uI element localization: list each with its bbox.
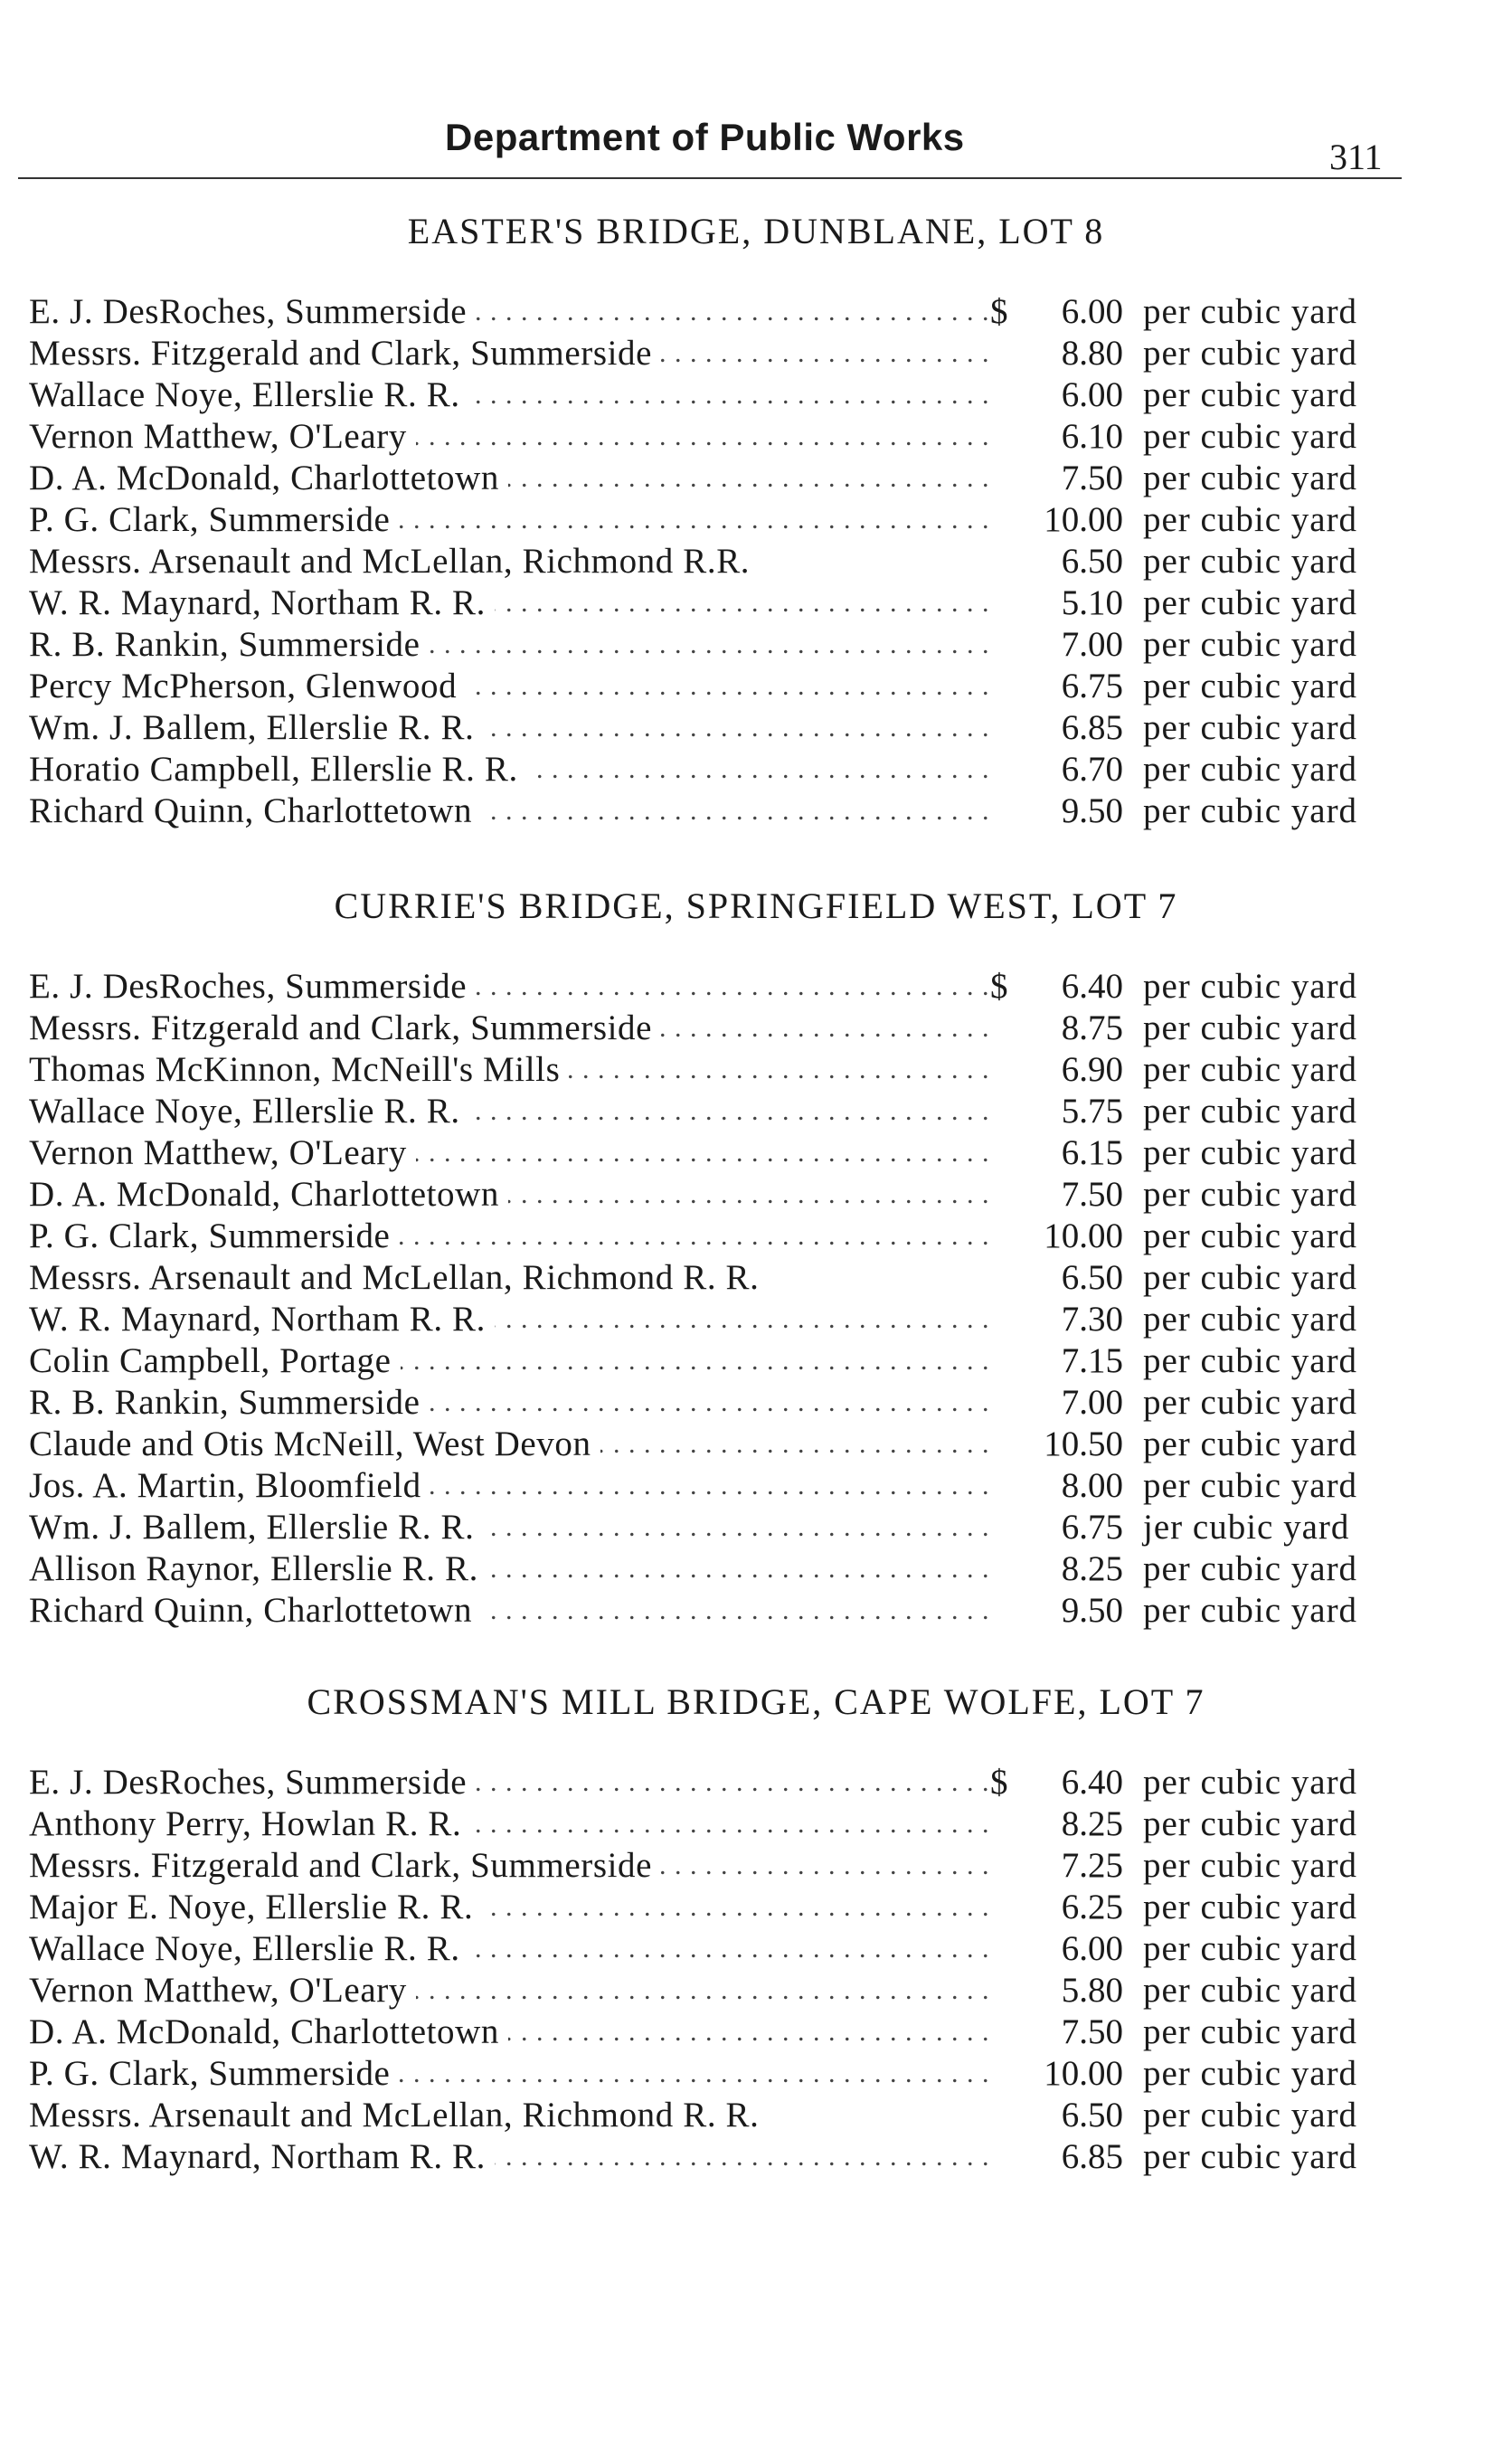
tender-row: [29, 582, 1422, 624]
tenderer-name: [29, 1970, 1006, 2011]
section-title: EASTER'S BRIDGE, DUNBLANE, LOT 8: [407, 211, 1105, 251]
tenderer-name-text: P. G. Clark, Summerside: [29, 500, 399, 539]
tenderer-name: [29, 1132, 1006, 1174]
page-header: [0, 0, 1512, 190]
tenderer-name-text: Vernon Matthew, O'Leary: [29, 1133, 416, 1172]
tender-price: 7.50: [988, 2011, 1123, 2053]
tender-row: [29, 333, 1422, 374]
tender-row: [29, 790, 1422, 832]
tenderer-name: [29, 1887, 1006, 1928]
tenderer-name: [29, 1257, 1006, 1299]
tenderer-name: [29, 2011, 1006, 2053]
tenderer-name-text: E. J. DesRoches, Summerside: [29, 1763, 476, 1802]
tender-price: 9.50: [988, 790, 1123, 832]
tenderer-name-text: D. A. McDonald, Charlottetown: [29, 1175, 508, 1214]
price-unit: per cubic yard: [1143, 1846, 1358, 1885]
tender-price: 8.75: [988, 1008, 1123, 1049]
tender-price: 6.70: [988, 749, 1123, 790]
tenderer-name-text: Messrs. Fitzgerald and Clark, Summerside: [29, 1008, 661, 1047]
tender-price: 6.85: [988, 707, 1123, 749]
price-unit: per cubic yard: [1143, 1216, 1358, 1255]
tender-list: [29, 291, 1422, 832]
tenderer-name: [29, 1507, 1006, 1548]
tenderer-name-text: Richard Quinn, Charlottetown: [29, 791, 481, 830]
tenderer-name-text: Horatio Campbell, Ellerslie R. R.: [29, 750, 527, 789]
price-unit: per cubic yard: [1143, 1466, 1358, 1505]
tender-row: [29, 2053, 1422, 2095]
price-unit: per cubic yard: [1143, 459, 1358, 497]
tenderer-name: [29, 707, 1006, 749]
tenderer-name-text: R. B. Rankin, Summerside: [29, 625, 430, 664]
tenderer-name-text: E. J. DesRoches, Summerside: [29, 292, 476, 331]
price-unit: per cubic yard: [1143, 791, 1358, 830]
price-unit: per cubic yard: [1143, 417, 1358, 456]
tenderer-name-text: Vernon Matthew, O'Leary: [29, 417, 416, 456]
price-unit: per cubic yard: [1143, 292, 1358, 331]
tender-row: [29, 1762, 1422, 1803]
tender-row: [29, 541, 1422, 582]
tender-row: [29, 666, 1422, 707]
tenderer-name-text: Messrs. Arsenault and McLellan, Richmond R.R.: [29, 542, 759, 581]
tenderer-name: [29, 1299, 1006, 1340]
tenderer-name: [29, 374, 1006, 416]
tenderer-name: [29, 1845, 1006, 1887]
running-title: Department of Public Works: [445, 116, 965, 158]
tenderer-name: [29, 541, 1006, 582]
tender-row: [29, 291, 1422, 333]
tenderer-name: [29, 333, 1006, 374]
tenderer-name-text: R. B. Rankin, Summerside: [29, 1383, 430, 1422]
price-unit: per cubic yard: [1143, 1763, 1358, 1802]
dollar-sign: $: [990, 292, 1008, 331]
tenderer-name-text: D. A. McDonald, Charlottetown: [29, 2012, 508, 2051]
tender-row: [29, 1845, 1422, 1887]
tender-price: 7.50: [988, 458, 1123, 499]
tender-price: 7.30: [988, 1299, 1123, 1340]
tenderer-name-text: Allison Raynor, Ellerslie R. R.: [29, 1549, 487, 1588]
section-title: CURRIE'S BRIDGE, SPRINGFIELD WEST, LOT 7: [334, 885, 1178, 926]
tenderer-name-text: Colin Campbell, Portage: [29, 1341, 401, 1380]
price-unit: jer cubic yard: [1143, 1508, 1350, 1547]
tender-row: [29, 1008, 1422, 1049]
tender-row: [29, 1216, 1422, 1257]
tenderer-name-text: Wallace Noye, Ellerslie R. R.: [29, 1092, 469, 1131]
tenderer-name: [29, 2136, 1006, 2178]
tender-price: 10.00: [988, 499, 1123, 541]
price-unit: per cubic yard: [1143, 1383, 1358, 1422]
tenderer-name-text: W. R. Maynard, Northam R. R.: [29, 1300, 495, 1339]
tender-price: 5.10: [988, 582, 1123, 624]
tender-price: 8.25: [988, 1548, 1123, 1590]
price-unit: per cubic yard: [1143, 625, 1358, 664]
tenderer-name: [29, 1049, 1006, 1091]
tender-row: [29, 2011, 1422, 2053]
tenderer-name: [29, 2053, 1006, 2095]
tender-row: [29, 1091, 1422, 1132]
tenderer-name: [29, 1424, 1006, 1465]
price-unit: per cubic yard: [1143, 1424, 1358, 1463]
tender-price: 10.00: [988, 2053, 1123, 2095]
tender-price: 6.00: [988, 374, 1123, 416]
tender-price: 6.15: [988, 1132, 1123, 1174]
tender-row: [29, 624, 1422, 666]
price-unit: per cubic yard: [1143, 1591, 1358, 1630]
tender-row: [29, 1257, 1422, 1299]
tenderer-name-text: Wm. J. Ballem, Ellerslie R. R.: [29, 708, 483, 747]
tenderer-name-text: Messrs. Arsenault and McLellan, Richmond R. R.: [29, 2096, 769, 2134]
tenderer-name-text: Thomas McKinnon, McNeill's Mills: [29, 1050, 569, 1089]
tenderer-name: [29, 582, 1006, 624]
page-number: 311: [1329, 137, 1383, 177]
tender-price: 7.15: [988, 1340, 1123, 1382]
tender-price: 7.00: [988, 624, 1123, 666]
tender-row: [29, 1340, 1422, 1382]
tenderer-name-text: P. G. Clark, Summerside: [29, 2054, 399, 2093]
tender-price: 7.25: [988, 1845, 1123, 1887]
price-unit: per cubic yard: [1143, 1300, 1358, 1339]
tender-price: 6.40: [988, 966, 1123, 1008]
tender-price: 10.50: [988, 1424, 1123, 1465]
tender-row: [29, 1887, 1422, 1928]
tender-row: [29, 416, 1422, 458]
price-unit: per cubic yard: [1143, 2054, 1358, 2093]
price-unit: per cubic yard: [1143, 500, 1358, 539]
tender-price: 6.50: [988, 1257, 1123, 1299]
tenderer-name: [29, 1762, 1006, 1803]
tender-price: 9.50: [988, 1590, 1123, 1632]
tenderer-name: [29, 499, 1006, 541]
tender-row: [29, 374, 1422, 416]
tender-price: 8.80: [988, 333, 1123, 374]
dollar-sign: $: [990, 1763, 1008, 1802]
tenderer-name: [29, 1174, 1006, 1216]
tender-price: 6.40: [988, 1762, 1123, 1803]
tender-price: 8.00: [988, 1465, 1123, 1507]
tenderer-name: [29, 666, 1006, 707]
price-unit: per cubic yard: [1143, 1092, 1358, 1131]
price-unit: per cubic yard: [1143, 2096, 1358, 2134]
tender-row: [29, 1382, 1422, 1424]
tenderer-name: [29, 624, 1006, 666]
price-unit: per cubic yard: [1143, 1175, 1358, 1214]
price-unit: per cubic yard: [1143, 334, 1358, 373]
tenderer-name-text: Wm. J. Ballem, Ellerslie R. R.: [29, 1508, 483, 1547]
price-unit: per cubic yard: [1143, 708, 1358, 747]
tenderer-name-text: Major E. Noye, Ellerslie R. R.: [29, 1888, 482, 1926]
tenderer-name: [29, 966, 1006, 1008]
tender-price: 6.85: [988, 2136, 1123, 2178]
tender-row: [29, 1049, 1422, 1091]
tender-list: [29, 966, 1422, 1632]
tender-price: 6.75: [988, 1507, 1123, 1548]
tenderer-name: [29, 1803, 1006, 1845]
tenderer-name-text: W. R. Maynard, Northam R. R.: [29, 583, 495, 622]
tenderer-name: [29, 2095, 1006, 2136]
tender-list: [29, 1762, 1422, 2178]
tender-price: 6.50: [988, 541, 1123, 582]
tender-row: [29, 458, 1422, 499]
tenderer-name-text: Claude and Otis McNeill, West Devon: [29, 1424, 600, 1463]
tenderer-name-text: Anthony Perry, Howlan R. R.: [29, 1804, 470, 1843]
price-unit: per cubic yard: [1143, 583, 1358, 622]
tender-price: 5.80: [988, 1970, 1123, 2011]
price-unit: per cubic yard: [1143, 375, 1358, 414]
tender-row: [29, 749, 1422, 790]
tenderer-name: [29, 1465, 1006, 1507]
tenderer-name: [29, 1548, 1006, 1590]
tenderer-name: [29, 1340, 1006, 1382]
tenderer-name-text: Wallace Noye, Ellerslie R. R.: [29, 375, 469, 414]
tenderer-name: [29, 291, 1006, 333]
header-rule: [18, 177, 1402, 179]
tender-row: [29, 1424, 1422, 1465]
price-unit: per cubic yard: [1143, 1888, 1358, 1926]
tenderer-name: [29, 1382, 1006, 1424]
section-title: CROSSMAN'S MILL BRIDGE, CAPE WOLFE, LOT 7: [307, 1681, 1205, 1722]
price-unit: per cubic yard: [1143, 967, 1358, 1006]
tenderer-name: [29, 1928, 1006, 1970]
tender-row: [29, 1928, 1422, 1970]
price-unit: per cubic yard: [1143, 1804, 1358, 1843]
tender-row: [29, 2095, 1422, 2136]
tenderer-name-text: P. G. Clark, Summerside: [29, 1216, 399, 1255]
tenderer-name-text: D. A. McDonald, Charlottetown: [29, 459, 508, 497]
price-unit: per cubic yard: [1143, 1971, 1358, 2010]
tenderer-name: [29, 1590, 1006, 1632]
tender-row: [29, 1507, 1422, 1548]
tender-price: 6.50: [988, 2095, 1123, 2136]
tenderer-name-text: W. R. Maynard, Northam R. R.: [29, 2137, 495, 2176]
tender-row: [29, 1590, 1422, 1632]
tender-row: [29, 1970, 1422, 2011]
price-unit: per cubic yard: [1143, 1133, 1358, 1172]
tender-row: [29, 2136, 1422, 2178]
tenderer-name-text: Richard Quinn, Charlottetown: [29, 1591, 481, 1630]
price-unit: per cubic yard: [1143, 2012, 1358, 2051]
tenderer-name-text: Messrs. Arsenault and McLellan, Richmond R. R.: [29, 1258, 769, 1297]
price-unit: per cubic yard: [1143, 1008, 1358, 1047]
tender-row: [29, 1174, 1422, 1216]
price-unit: per cubic yard: [1143, 542, 1358, 581]
price-unit: per cubic yard: [1143, 1549, 1358, 1588]
tender-price: 5.75: [988, 1091, 1123, 1132]
tenderer-name-text: Wallace Noye, Ellerslie R. R.: [29, 1929, 469, 1968]
tender-price: 7.00: [988, 1382, 1123, 1424]
tenderer-name: [29, 1091, 1006, 1132]
tenderer-name: [29, 790, 1006, 832]
tender-row: [29, 499, 1422, 541]
tender-row: [29, 1132, 1422, 1174]
tender-price: 7.50: [988, 1174, 1123, 1216]
tender-price: 10.00: [988, 1216, 1123, 1257]
tender-price: 6.00: [988, 1928, 1123, 1970]
tenderer-name-text: Percy McPherson, Glenwood: [29, 667, 466, 705]
price-unit: per cubic yard: [1143, 1050, 1358, 1089]
tenderer-name: [29, 458, 1006, 499]
tenderer-name: [29, 1008, 1006, 1049]
price-unit: per cubic yard: [1143, 1258, 1358, 1297]
tender-row: [29, 1465, 1422, 1507]
tenderer-name-text: Messrs. Fitzgerald and Clark, Summerside: [29, 1846, 661, 1885]
tender-row: [29, 1803, 1422, 1845]
tender-price: 6.00: [988, 291, 1123, 333]
price-unit: per cubic yard: [1143, 667, 1358, 705]
dollar-sign: $: [990, 967, 1008, 1006]
tender-row: [29, 1548, 1422, 1590]
price-unit: per cubic yard: [1143, 750, 1358, 789]
tender-price: 6.75: [988, 666, 1123, 707]
tender-row: [29, 1299, 1422, 1340]
price-unit: per cubic yard: [1143, 2137, 1358, 2176]
tenderer-name-text: Messrs. Fitzgerald and Clark, Summerside: [29, 334, 661, 373]
tenderer-name-text: Vernon Matthew, O'Leary: [29, 1971, 416, 2010]
price-unit: per cubic yard: [1143, 1929, 1358, 1968]
tender-price: 6.25: [988, 1887, 1123, 1928]
tender-price: 6.10: [988, 416, 1123, 458]
price-unit: per cubic yard: [1143, 1341, 1358, 1380]
tenderer-name: [29, 749, 1006, 790]
tender-price: 6.90: [988, 1049, 1123, 1091]
tender-price: 8.25: [988, 1803, 1123, 1845]
tender-row: [29, 966, 1422, 1008]
tenderer-name: [29, 416, 1006, 458]
tenderer-name: [29, 1216, 1006, 1257]
tender-row: [29, 707, 1422, 749]
tenderer-name-text: Jos. A. Martin, Bloomfield: [29, 1466, 430, 1505]
tenderer-name-text: E. J. DesRoches, Summerside: [29, 967, 476, 1006]
